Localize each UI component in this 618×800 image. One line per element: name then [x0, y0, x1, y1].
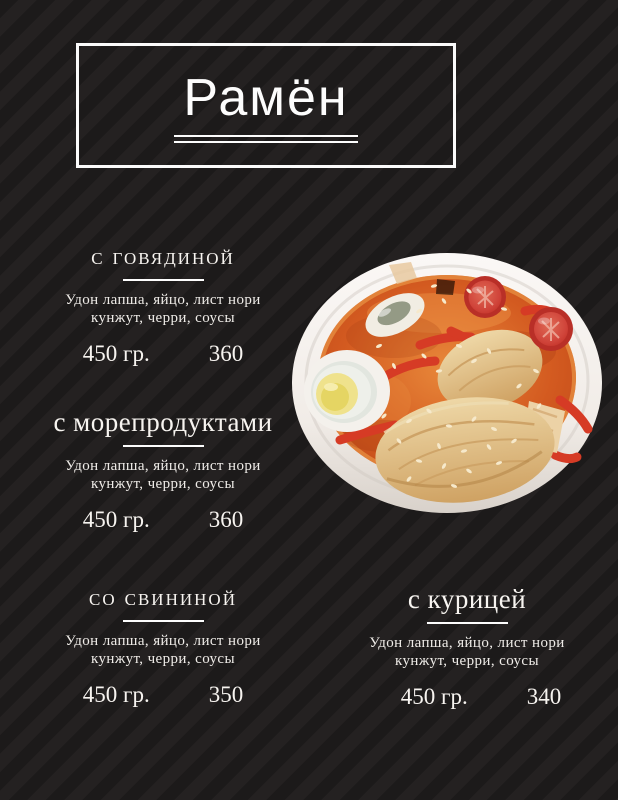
item-divider — [123, 279, 204, 281]
item-divider — [123, 620, 204, 622]
item-price-row — [8, 341, 318, 367]
item-description-line-1: Удон лапша, яйцо, лист нори — [65, 633, 261, 649]
menu-item-chicken — [312, 584, 618, 710]
item-price-row — [8, 507, 318, 533]
item-description-line-1: Удон лапша, яйцо, лист нори — [65, 458, 261, 474]
item-price-row — [326, 684, 618, 710]
item-name: с курицей — [407, 584, 527, 614]
item-description-line-2: кунжут, черри, соусы — [395, 653, 539, 669]
item-price: 360 — [208, 341, 244, 366]
item-weight: 450 гр. — [82, 682, 150, 707]
item-divider — [427, 622, 508, 624]
item-price-row — [8, 682, 318, 708]
item-weight: 450 гр. — [82, 507, 150, 532]
item-weight: 450 гр. — [82, 341, 150, 366]
item-description-line-1: Удон лапша, яйцо, лист нори — [65, 292, 261, 308]
item-name: с морепродуктами — [53, 407, 273, 437]
item-description-line-2: кунжут, черри, соусы — [91, 476, 235, 492]
item-description — [312, 634, 618, 670]
item-description — [8, 457, 318, 493]
item-name: со свининой — [89, 585, 237, 611]
ramen-bowl-photo — [289, 251, 605, 515]
item-description-line-2: кунжут, черри, соусы — [91, 651, 235, 667]
title-double-underline — [174, 135, 358, 143]
item-divider — [123, 445, 204, 447]
item-name: с говядиной — [91, 244, 235, 270]
menu-item-pork — [8, 584, 318, 708]
item-description — [8, 291, 318, 327]
item-description-line-2: кунжут, черри, соусы — [91, 310, 235, 326]
item-description-line-1: Удон лапша, яйцо, лист нори — [369, 635, 565, 651]
menu-item-beef — [8, 243, 318, 367]
item-price: 350 — [208, 682, 244, 707]
item-weight: 450 гр. — [400, 684, 468, 709]
menu-title-box — [76, 43, 456, 168]
item-price: 340 — [526, 684, 562, 709]
menu-item-seafood — [8, 407, 318, 533]
page-title: Рамён — [183, 69, 349, 127]
item-description — [8, 632, 318, 668]
item-price: 360 — [208, 507, 244, 532]
